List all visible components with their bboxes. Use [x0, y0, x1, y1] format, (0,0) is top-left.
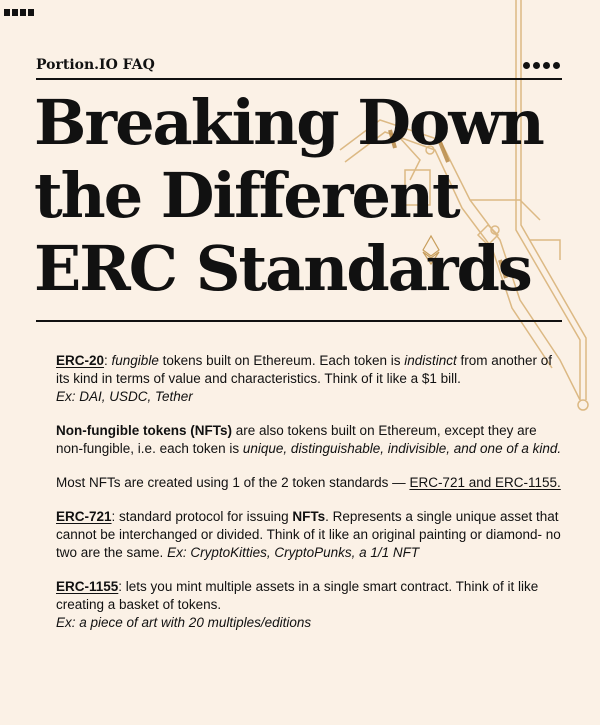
header-bar: [36, 52, 562, 80]
standards-link: ERC-721 and ERC-1155.: [409, 475, 561, 490]
title-line-1: Breaking Down: [34, 86, 543, 159]
title-line-2: the Different: [34, 159, 459, 232]
title-divider: [36, 320, 562, 322]
brand-label: Portion.IO FAQ: [36, 57, 155, 73]
erc721-example: Ex: CryptoKitties, CryptoPunks, a 1/1 NFT: [167, 545, 420, 560]
nfts-word: NFTs: [292, 509, 326, 524]
corner-squares-icon: [4, 9, 34, 16]
erc20-term: ERC-20: [56, 353, 105, 368]
title-line-3: ERC Standards: [34, 232, 531, 305]
erc1155-term: ERC-1155: [56, 579, 119, 594]
nft-term: Non-fungible tokens (NFTs): [56, 423, 232, 438]
standards-paragraph: Most NFTs are created using 1 of the 2 token standards — ERC-721 and ERC-1155.: [56, 475, 561, 490]
nft-paragraph: Non-fungible tokens (NFTs) are also tokens built on Ethereum, except they are non-fungible, i.e. each token is unique, distinguishable, indivisible, and one of a kind.: [56, 423, 562, 456]
erc20-paragraph: ERC-20: fungible tokens built on Ethereum. Each token is indistinct from another of its kind in terms of value and characteristics. Think of it like a $1 bill. Ex: DAI, USDC, Tether: [56, 352, 566, 406]
erc1155-paragraph: ERC-1155: lets you mint multiple assets in a single smart contract. Think of it like creating a basket of tokens. Ex: a piece of art with 20 multiples/editions: [56, 578, 566, 632]
faq-content: [56, 352, 566, 648]
nft-qualities: unique, distinguishable, indivisible, and one of a kind.: [242, 441, 562, 456]
page-title: [34, 86, 594, 305]
erc1155-example: Ex: a piece of art with 20 multiples/editions: [56, 615, 312, 630]
erc721-paragraph: ERC-721: standard protocol for issuing NFTs. Represents a single unique asset that cannot be interchanged or divided. Think of it like an original painting or diamond- no two are the same. Ex: CryptoKitties, CryptoPunks, a 1/1 NFT: [56, 509, 561, 560]
menu-dots-icon: [523, 62, 560, 69]
fungible-word: fungible: [111, 353, 159, 368]
erc20-example: Ex: DAI, USDC, Tether: [56, 389, 193, 404]
erc721-term: ERC-721: [56, 509, 112, 524]
indistinct-word: indistinct: [404, 353, 457, 368]
